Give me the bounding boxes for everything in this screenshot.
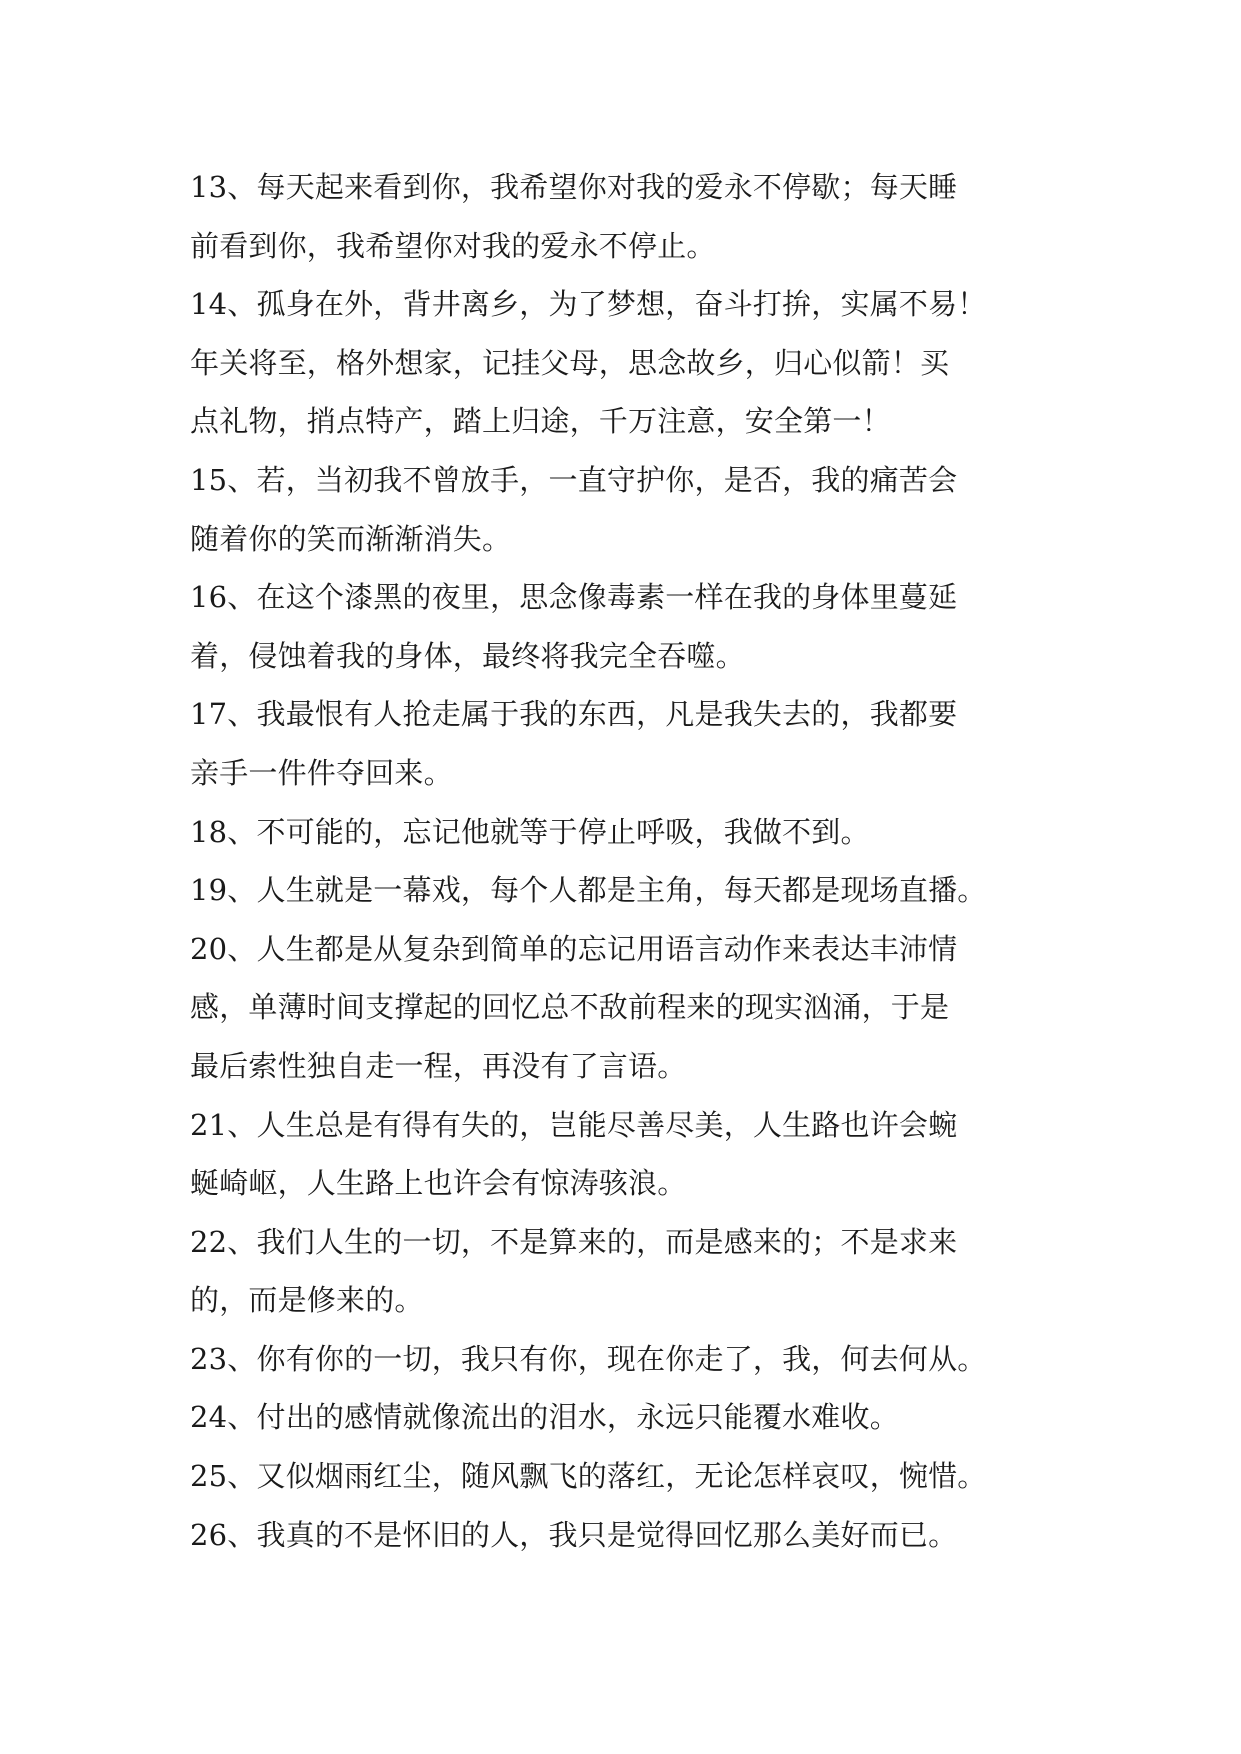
text-line-18: 蜒崎岖，人生路上也许会有惊涛骇浪。 <box>190 1166 687 1201</box>
text-line-11: 亲手一件件夺回来。 <box>190 755 453 790</box>
text-line-14: 20、人生都是从复杂到简单的忘记用语言动作来表达丰沛情 <box>190 931 958 966</box>
text-line-9: 着，侵蚀着我的身体，最终将我完全吞噬。 <box>190 638 745 673</box>
text-line-23: 25、又似烟雨红尘，随风飘飞的落红，无论怎样哀叹，惋惜。 <box>190 1459 987 1494</box>
text-line-2: 前看到你，我希望你对我的爱永不停止。 <box>190 228 716 263</box>
text-line-20: 的，而是修来的。 <box>190 1283 424 1318</box>
document-body <box>190 158 1070 1564</box>
text-line-6: 15、若，当初我不曾放手，一直守护你，是否，我的痛苦会 <box>190 462 958 497</box>
text-line-17: 21、人生总是有得有失的，岂能尽善尽美，人生路也许会蜿 <box>190 1107 958 1142</box>
text-line-15: 感，单薄时间支撑起的回忆总不敌前程来的现实汹涌，于是 <box>190 990 950 1025</box>
text-line-4: 年关将至，格外想家，记挂父母，思念故乡，归心似箭！买 <box>190 345 950 380</box>
text-line-22: 24、付出的感情就像流出的泪水，永远只能覆水难收。 <box>190 1400 899 1435</box>
text-line-24: 26、我真的不是怀旧的人，我只是觉得回忆那么美好而已。 <box>190 1517 958 1552</box>
text-line-8: 16、在这个漆黑的夜里，思念像毒素一样在我的身体里蔓延 <box>190 580 958 615</box>
text-line-7: 随着你的笑而渐渐消失。 <box>190 521 512 556</box>
text-line-12: 18、不可能的，忘记他就等于停止呼吸，我做不到。 <box>190 814 870 849</box>
text-line-3: 14、孤身在外，背井离乡，为了梦想，奋斗打拚，实属不易！ <box>190 287 987 322</box>
text-line-5: 点礼物，捎点特产，踏上归途，千万注意，安全第一！ <box>190 404 891 439</box>
text-line-1: 13、每天起来看到你，我希望你对我的爱永不停歇；每天睡 <box>190 170 958 204</box>
text-line-13: 19、人生就是一幕戏，每个人都是主角，每天都是现场直播。 <box>190 873 987 908</box>
text-line-19: 22、我们人生的一切，不是算来的，而是感来的；不是求来 <box>190 1224 958 1259</box>
text-line-21: 23、你有你的一切，我只有你，现在你走了，我，何去何从。 <box>190 1341 987 1376</box>
text-line-16: 最后索性独自走一程，再没有了言语。 <box>190 1048 687 1083</box>
text-line-10: 17、我最恨有人抢走属于我的东西，凡是我失去的，我都要 <box>190 697 958 732</box>
